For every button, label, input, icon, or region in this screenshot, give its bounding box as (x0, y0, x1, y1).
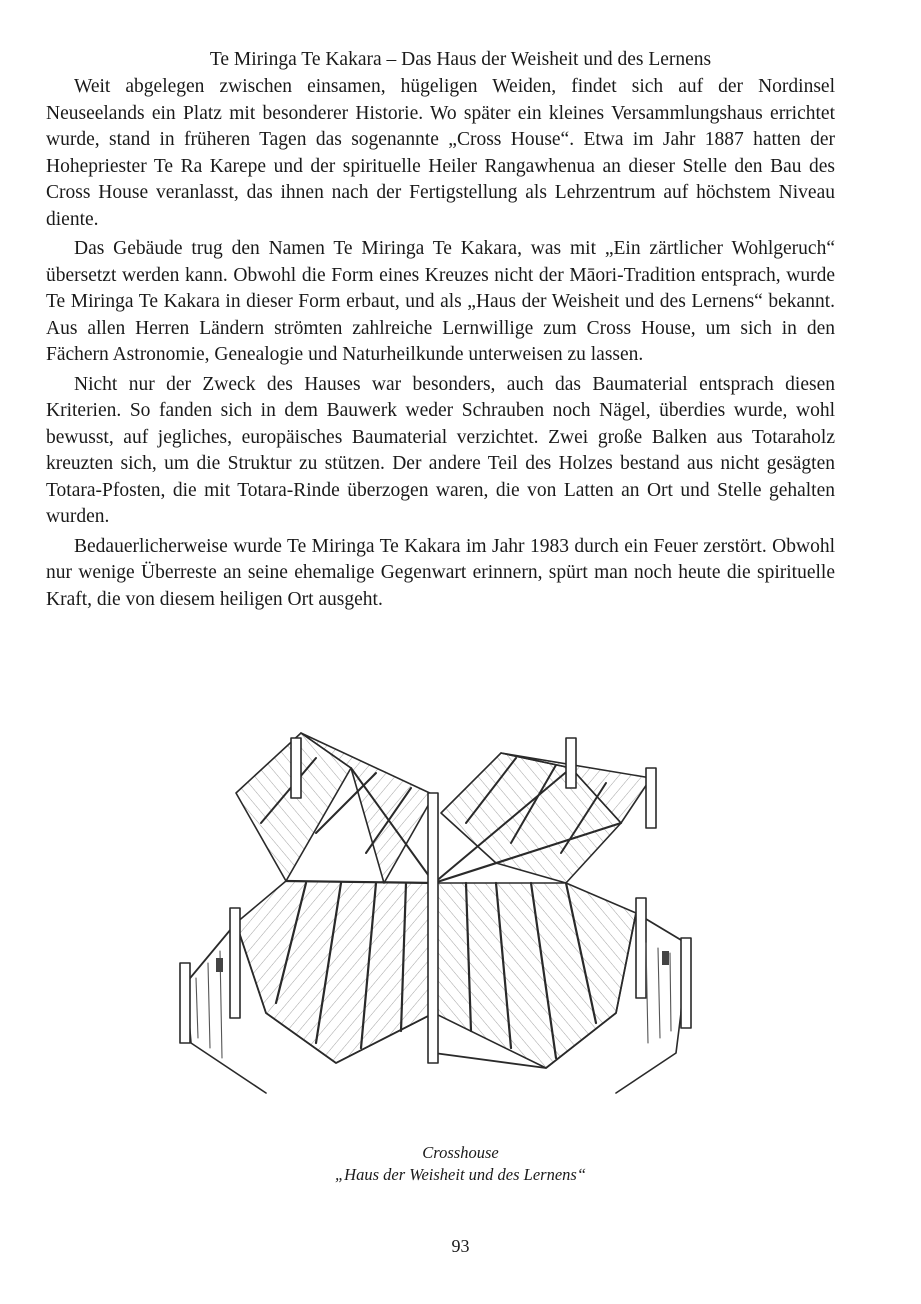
cross-house-illustration (166, 713, 766, 1111)
running-title: Te Miringa Te Kakara – Das Haus der Weisheit und des Lernens (209, 49, 712, 70)
page-number: 93 (451, 1236, 470, 1256)
caption-title: Crosshouse (422, 1143, 499, 1162)
paragraph-4: Bedauerlicherweise wurde Te Miringa Te Kakara im Jahr 1983 durch ein Feuer zerstört. Obwohl nur wenige Überreste an seine ehemalige Gegenwart erinnern, spürt man noch heute die spirituelle Kraft, die von diesem heiligen Ort ausgeht. (46, 535, 835, 610)
paragraph-3: Nicht nur der Zweck des Hauses war besonders, auch das Baumaterial entsprach diesen Kriterien. So fanden sich in dem Bauwerk weder Schrauben noch Nägel, überdies wurde, wohl bewusst, auf jegliches, europäisches Baumaterial verzichtet. Zwei große Balken aus Totaraholz kreuzten sich, um die Struktur zu stützen. Der andere Teil des Holzes bestand aus nicht gesägten Totara-Pfosten, die mit Totara-Rinde überzogen waren, die von Latten an Ort und Stelle gehalten wurden. (46, 373, 835, 527)
caption-subtitle: „Haus der Weisheit und des Lernens“ (334, 1165, 587, 1184)
body-text (46, 74, 835, 616)
paragraph-1: Weit abgelegen zwischen einsamen, hügeligen Weiden, findet sich auf der Nordinsel Neuseelands ein Platz mit besonderer Historie. Wo später ein kleines Versammlungshaus errichtet wurde, stand in früheren Tagen das sogenannte „Cross House“. Etwa im Jahr 1887 hatten der Hohepriester Te Ra Karepe und der spirituelle Heiler Rangawhenua an dieser Stelle den Bau des Cross House veranlasst, das ihnen nach der Fertigstellung als Lehrzentrum auf höchstem Niveau diente. (46, 76, 835, 230)
figure-caption (46, 1142, 875, 1186)
paragraph-2: Das Gebäude trug den Namen Te Miringa Te Kakara, was mit „Ein zärtlicher Wohlgeruch“ übersetzt werden kann. Obwohl die Form eines Kreuzes nicht der Māori-Tradition entsprach, wurde Te Miringa Te Kakara in dieser Form erbaut, und als „Haus der Weisheit und des Lernens“ bekannt. Aus allen Herren Ländern strömten zahlreiche Lernwillige zum Cross House, um sich in den Fächern Astronomie, Genealogie und Naturheilkunde unterweisen zu lassen. (46, 238, 835, 365)
